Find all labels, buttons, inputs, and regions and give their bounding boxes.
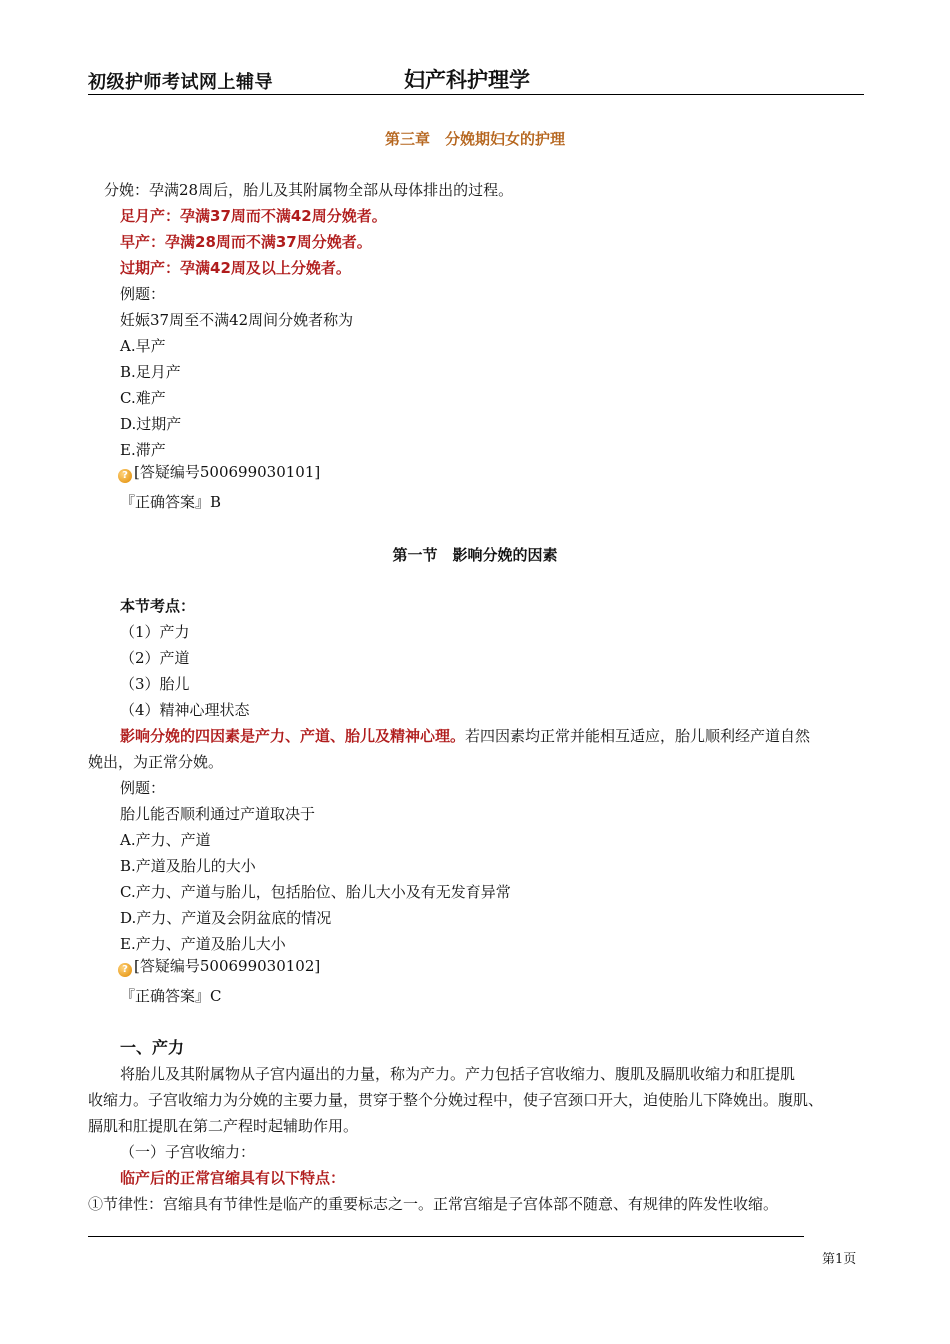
option-e: E.滞产 (120, 441, 166, 459)
correct-answer: 『正确答案』B (120, 493, 222, 511)
force-para-line3: 膈肌和肛提肌在第二产程时起辅助作用。 (88, 1117, 359, 1135)
four-factors-highlight: 影响分娩的四因素是产力、产道、胎儿及精神心理。 (120, 727, 466, 745)
term-full-term: 足月产：孕满37周而不满42周分娩者。 (120, 207, 387, 225)
four-factors-rest: 若四因素均正常并能相互适应，胎儿顺利经产道自然 (465, 727, 811, 745)
key-points-label: 本节考点： (120, 597, 196, 615)
page-header (88, 66, 864, 95)
section-title: 第一节 影响分娩的因素 (392, 546, 558, 564)
example-label: 例题： (120, 285, 166, 303)
term-post-term: 过期产：孕满42周及以上分娩者。 (120, 259, 351, 277)
qa-code: [答疑编号500699030102] (134, 957, 321, 975)
option-a: A.早产 (120, 337, 166, 355)
option-b: B.产道及胎儿的大小 (120, 857, 256, 875)
feature-rhythm: ①节律性：宫缩具有节律性是临产的重要标志之一。正常宫缩是子宫体部不随意、有规律的阵发性收缩。 (88, 1195, 779, 1213)
option-d: D.产力、产道及会阴盆底的情况 (120, 909, 332, 927)
example-label: 例题： (120, 779, 166, 797)
option-c: C.产力、产道与胎儿，包括胎位、胎儿大小及有无发育异常 (120, 883, 511, 901)
force-para-line1: 将胎儿及其附属物从子宫内逼出的力量，称为产力。产力包括子宫收缩力、腹肌及膈肌收缩力和肛提肌 (120, 1065, 796, 1083)
part-heading: 一、产力 (120, 1038, 185, 1057)
question-circle-icon: ? (118, 469, 132, 483)
key-point-item: （1）产力 (120, 623, 190, 641)
header-subject-title: 妇产科护理学 (404, 68, 530, 92)
subsection-heading: （一）子宫收缩力： (120, 1143, 256, 1161)
key-point-item: （3）胎儿 (120, 675, 190, 693)
term-premature: 早产：孕满28周而不满37周分娩者。 (120, 233, 372, 251)
four-factors-line (120, 726, 810, 746)
key-point-item: （4）精神心理状态 (120, 701, 250, 719)
option-b: B.足月产 (120, 363, 181, 381)
features-title: 临产后的正常宫缩具有以下特点： (120, 1169, 346, 1187)
option-e: E.产力、产道及胎儿大小 (120, 935, 286, 953)
correct-answer: 『正确答案』C (120, 987, 222, 1005)
header-course-title: 初级护师考试网上辅导 (88, 72, 273, 93)
qa-code: [答疑编号500699030101] (134, 463, 321, 481)
footer-divider (88, 1236, 804, 1237)
option-a: A.产力、产道 (120, 831, 211, 849)
option-c: C.难产 (120, 389, 166, 407)
delivery-definition: 分娩：孕满28周后，胎儿及其附属物全部从母体排出的过程。 (104, 181, 514, 199)
example-question: 妊娠37周至不满42周间分娩者称为 (120, 311, 354, 329)
force-para-line2: 收缩力。子宫收缩力为分娩的主要力量，贯穿于整个分娩过程中，使子宫颈口开大，迫使胎儿下降娩出。腹肌、 (88, 1091, 824, 1109)
four-factors-line2: 娩出，为正常分娩。 (88, 753, 224, 771)
page-number: 第1页 (822, 1252, 857, 1267)
question-circle-icon: ? (118, 963, 132, 977)
chapter-title: 第三章 分娩期妇女的护理 (384, 130, 565, 148)
qa-link[interactable] (118, 956, 320, 977)
option-d: D.过期产 (120, 415, 182, 433)
example-question: 胎儿能否顺利通过产道取决于 (120, 805, 316, 823)
qa-link[interactable] (118, 462, 320, 483)
key-point-item: （2）产道 (120, 649, 190, 667)
